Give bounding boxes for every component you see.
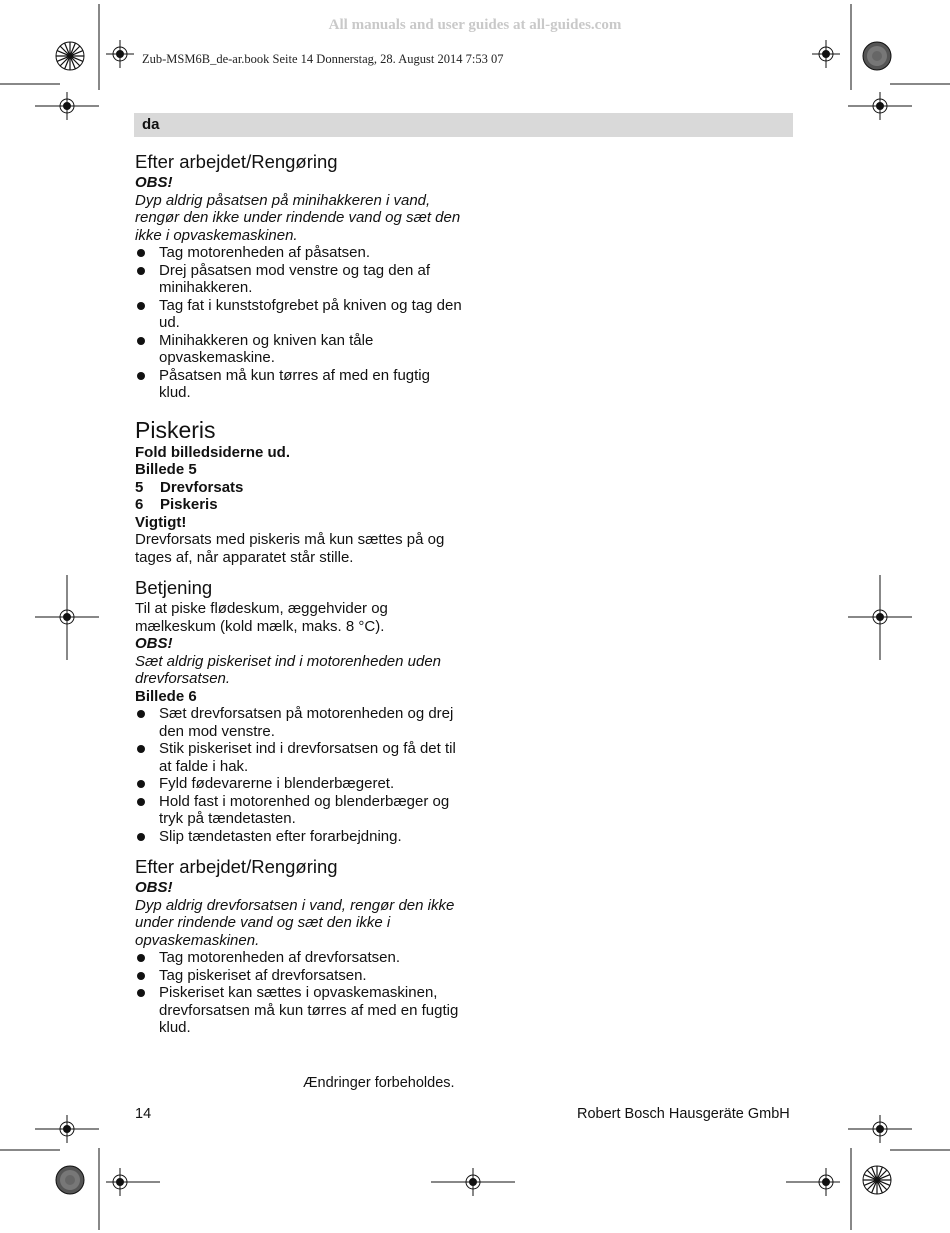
- bullet-icon: [137, 710, 145, 718]
- page-number: 14: [135, 1106, 152, 1122]
- list-item: Tag motorenheden af påsatsen.: [135, 244, 465, 262]
- bullet-icon: [137, 337, 145, 345]
- fold-out-note: Fold billedsiderne ud.: [135, 443, 291, 461]
- book-info-line: Zub-MSM6B_de-ar.book Seite 14 Donnerstag, 28. August 2014 7:53 07: [142, 52, 504, 66]
- main-column: [135, 150, 465, 1037]
- caution-text: Dyp aldrig drevforsatsen i vand, rengør den ikke under rindende vand og sæt den ikke i opvaskemaskinen.: [135, 896, 455, 949]
- bullet-icon: [137, 954, 145, 962]
- company-name: Robert Bosch Hausgeräte GmbH: [577, 1106, 790, 1122]
- bullet-icon: [137, 780, 145, 788]
- section-title-whisk: Piskeris: [135, 416, 216, 443]
- part-item: 6 Piskeris: [135, 496, 218, 513]
- bullet-icon: [137, 302, 145, 310]
- language-bar: [134, 113, 793, 137]
- figure-reference: Billede 6: [135, 687, 197, 705]
- list-item: Hold fast i motorenhed og blenderbæger og tryk på tændetasten.: [135, 793, 465, 828]
- bullet-icon: [137, 267, 145, 275]
- caution-label: OBS!: [135, 174, 173, 191]
- part-item: 5 Drevforsats: [135, 478, 244, 496]
- bullet-icon: [137, 249, 145, 257]
- list-item: Sæt drevforsatsen på motorenheden og drej den mod venstre.: [135, 705, 465, 740]
- list-item: Tag piskeriset af drevforsatsen.: [135, 967, 465, 985]
- changes-note: Ændringer forbeholdes.: [303, 1075, 455, 1091]
- list-item: Drej påsatsen mod venstre og tag den af minihakkeren.: [135, 262, 465, 297]
- bullet-icon: [137, 833, 145, 841]
- caution-text: Dyp aldrig påsatsen på minihakkeren i vand, rengør den ikke under rindende vand og sæt den ikke i opvaskemaskinen.: [135, 191, 461, 244]
- caution-label: OBS!: [135, 879, 173, 896]
- important-text: Drevforsats med piskeris må kun sættes på og tages af, når apparatet står stille.: [135, 531, 445, 566]
- list-item: Tag motorenheden af drevforsatsen.: [135, 949, 465, 967]
- caution-label: OBS!: [135, 635, 173, 652]
- language-code: da: [142, 116, 160, 133]
- caution-text: Sæt aldrig piskeriset ind i motorenheden uden drevforsatsen.: [135, 652, 442, 687]
- operation-steps-list: [135, 705, 465, 845]
- section-title-cleaning-2: Efter arbejdet/Rengøring: [135, 856, 338, 877]
- important-label: Vigtigt!: [135, 513, 187, 531]
- figure-reference: Billede 5: [135, 461, 197, 478]
- cleaning-steps-list: [135, 244, 465, 402]
- section-title-operation: Betjening: [135, 577, 213, 598]
- cleaning-steps-list-2: [135, 949, 465, 1037]
- list-item: Fyld fødevarerne i blenderbægeret.: [135, 775, 465, 793]
- bullet-icon: [137, 972, 145, 980]
- watermark: All manuals and user guides at all-guides.com: [328, 17, 622, 33]
- bullet-icon: [137, 798, 145, 806]
- operation-intro: Til at piske flødeskum, æggehvider og mælkeskum (kold mælk, maks. 8 °C).: [135, 600, 388, 635]
- bullet-icon: [137, 372, 145, 380]
- list-item: Tag fat i kunststofgrebet på kniven og tag den ud.: [135, 297, 465, 332]
- bullet-icon: [137, 745, 145, 753]
- list-item: Piskeriset kan sættes i opvaskemaskinen, drevforsatsen må kun tørres af med en fugtig klud.: [135, 984, 465, 1037]
- list-item: Påsatsen må kun tørres af med en fugtig klud.: [135, 367, 465, 402]
- list-item: Stik piskeriset ind i drevforsatsen og få det til at falde i hak.: [135, 740, 465, 775]
- bullet-icon: [137, 989, 145, 997]
- section-title-cleaning: Efter arbejdet/Rengøring: [135, 151, 338, 172]
- list-item: Slip tændetasten efter forarbejdning.: [135, 828, 465, 846]
- list-item: Minihakkeren og kniven kan tåle opvaskemaskine.: [135, 332, 465, 367]
